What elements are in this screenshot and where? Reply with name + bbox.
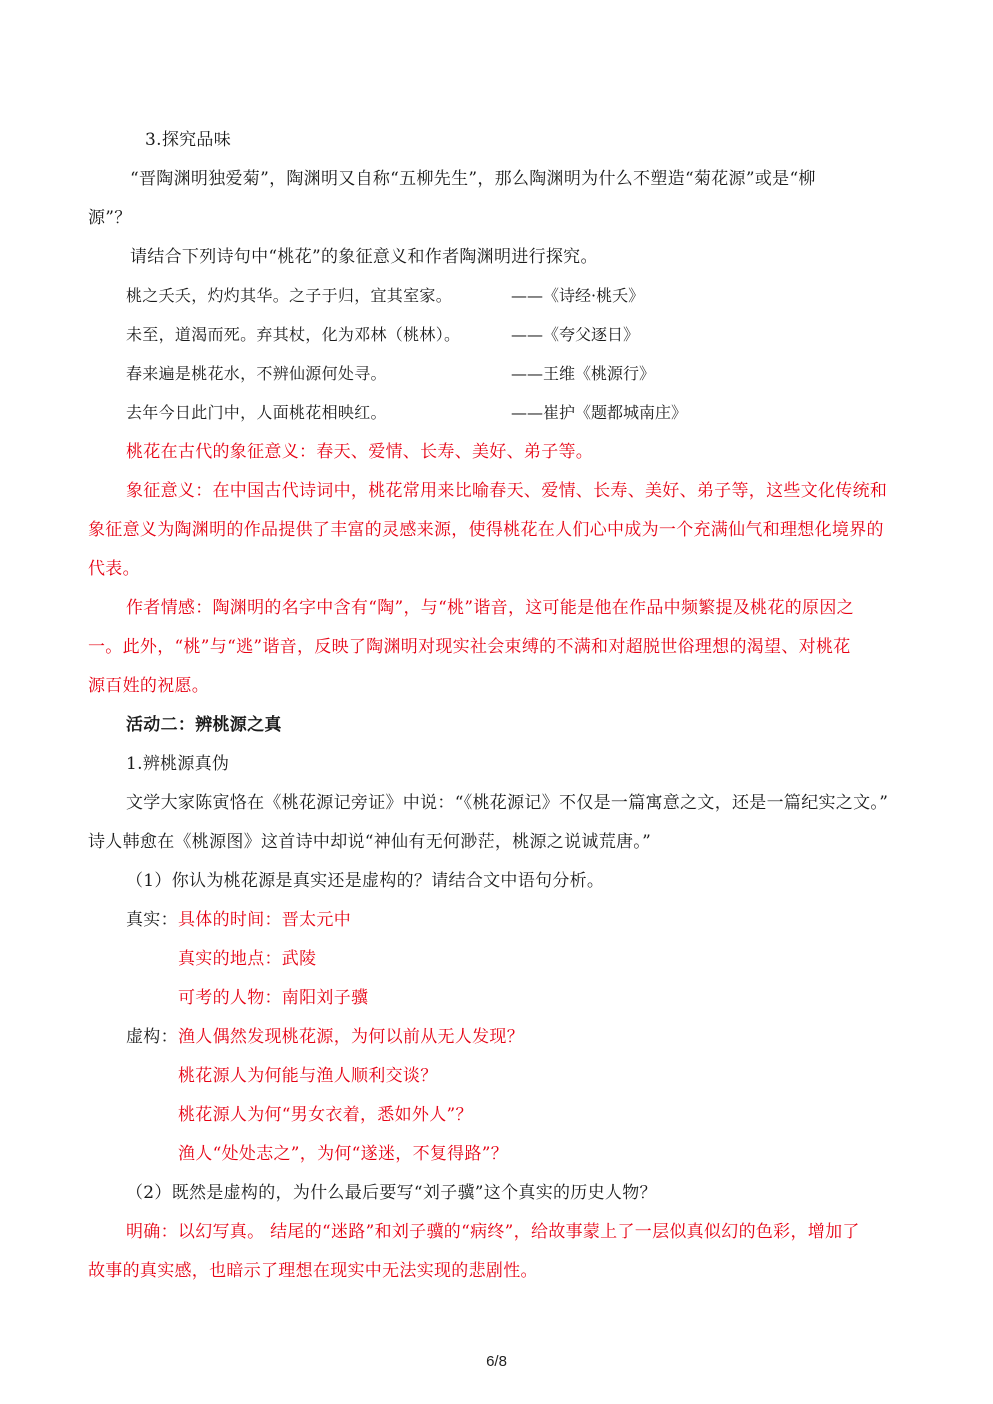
real-item: 可考的人物：南阳刘子骥: [178, 988, 369, 1008]
question-1: （1）你认为桃花源是真实还是虚构的？请结合文中语句分析。: [126, 871, 605, 891]
intro-line: 诗人韩愈在《桃源图》这首诗中却说“神仙有无何渺茫，桃源之说诚荒唐。”: [88, 832, 652, 852]
fiction-item: 桃花源人为何能与渔人顺利交谈？: [178, 1066, 438, 1086]
answer-symbol-line: 代表。: [88, 559, 140, 579]
fiction-label: 虚构：: [126, 1027, 178, 1047]
poem-line: 去年今日此门中，人面桃花相映红。: [126, 403, 387, 422]
fiction-item: 渔人偶然发现桃花源，为何以前从无人发现？: [178, 1027, 524, 1047]
intro-line: 文学大家陈寅恪在《桃花源记旁证》中说：“《桃花源记》不仅是一篇寓意之文，还是一篇纪实之文。”: [126, 793, 889, 813]
page-number: 6/8: [486, 1353, 507, 1370]
sub-heading: 1.辨桃源真伪: [126, 754, 230, 774]
poem-source: ——《夸父逐日》: [511, 325, 640, 344]
question-line: 源”？: [88, 208, 132, 228]
poem-source: ——王维《桃源行》: [511, 364, 656, 383]
answer-emotion-line: 一。此外，“桃”与“逃”谐音，反映了陶渊明对现实社会束缚的不满和对超脱世俗理想的渴望、对桃花: [88, 637, 851, 657]
instruction-text: 请结合下列诗句中“桃花”的象征意义和作者陶渊明进行探究。: [130, 247, 598, 267]
poem-line: 桃之夭夭，灼灼其华。之子于归，宜其室家。: [126, 286, 453, 305]
answer-summary: 桃花在古代的象征意义：春天、爱情、长寿、美好、弟子等。: [126, 442, 594, 462]
real-item: 真实的地点：武陵: [178, 949, 317, 969]
poem-source: ——崔护《题都城南庄》: [511, 403, 688, 422]
fiction-item: 渔人“处处志之”，为何“遂迷，不复得路”？: [178, 1144, 509, 1164]
question-line: “晋陶渊明独爱菊”，陶渊明又自称“五柳先生”，那么陶渊明为什么不塑造“菊花源”或是“柳: [130, 169, 816, 189]
answer-emotion-line: 作者情感：陶渊明的名字中含有“陶”，与“桃”谐音，这可能是他在作品中频繁提及桃花的原因之: [126, 598, 854, 618]
answer-line: 明确：以幻写真。 结尾的“迷路”和刘子骥的“病终”，给故事蒙上了一层似真似幻的色彩，增加了: [126, 1222, 860, 1242]
fiction-item: 桃花源人为何“男女衣着，悉如外人”？: [178, 1105, 473, 1125]
poem-source: ——《诗经·桃夭》: [511, 286, 645, 305]
poem-line: 未至，道渴而死。弃其杖，化为邓林（桃林）。: [126, 325, 461, 344]
real-item: 具体的时间：晋太元中: [178, 910, 351, 930]
answer-symbol-line: 象征意义为陶渊明的作品提供了丰富的灵感来源，使得桃花在人们心中成为一个充满仙气和理想化境界的: [88, 520, 884, 540]
poem-line: 春来遍是桃花水，不辨仙源何处寻。: [126, 364, 387, 383]
activity-heading: 活动二：辨桃源之真: [126, 715, 282, 735]
answer-emotion-line: 源百姓的祝愿。: [88, 676, 210, 696]
real-label: 真实：: [126, 910, 178, 930]
section-heading: 3.探究品味: [145, 130, 232, 150]
answer-line: 故事的真实感，也暗示了理想在现实中无法实现的悲剧性。: [88, 1261, 538, 1281]
question-2: （2）既然是虚构的，为什么最后要写“刘子骥”这个真实的历史人物？: [126, 1183, 657, 1203]
answer-symbol-line: 象征意义：在中国古代诗词中，桃花常用来比喻春天、爱情、长寿、美好、弟子等，这些文化传统和: [126, 481, 888, 501]
